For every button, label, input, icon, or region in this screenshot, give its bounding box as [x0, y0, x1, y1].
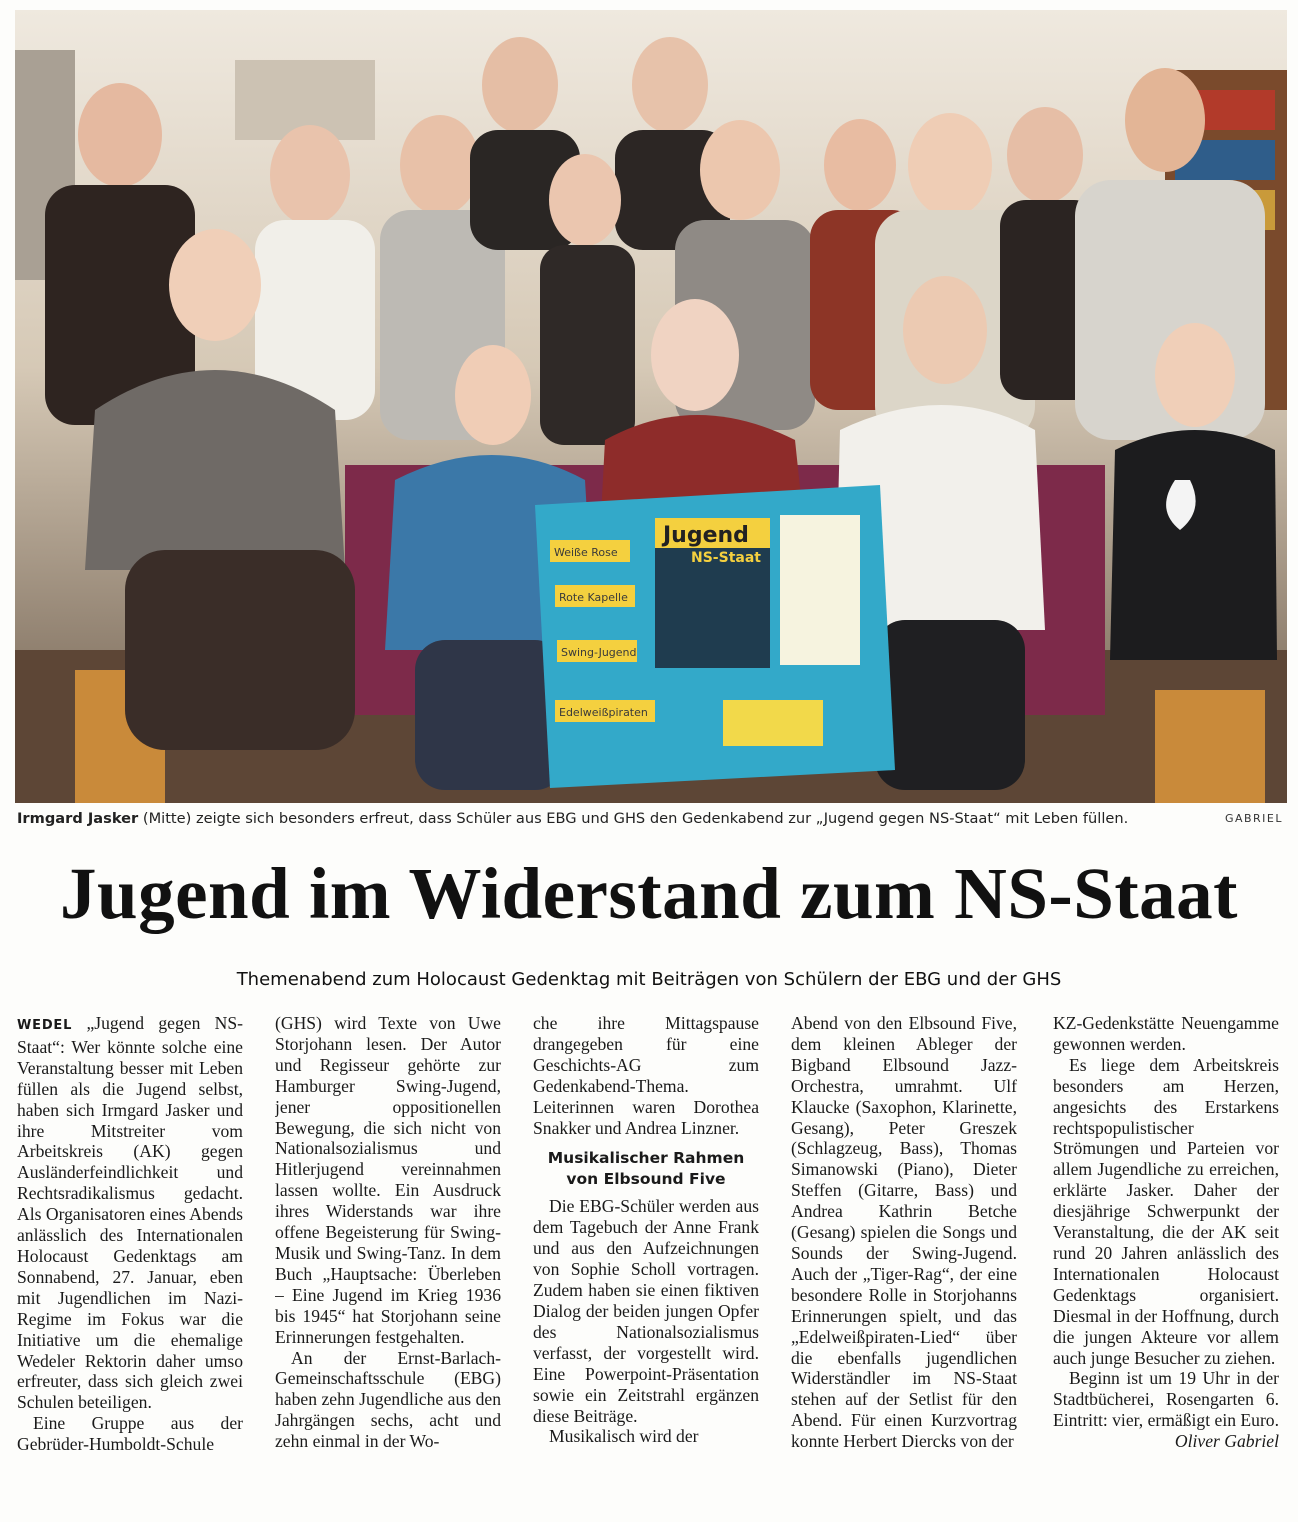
caption-text: (Mitte) zeigte sich besonders erfreut, dass Schüler aus EBG und GHS den Gedenkabend zur „Jugend gegen NS-Staat“ mit Leben füllen.	[138, 810, 1129, 827]
article-column-4	[791, 1013, 1017, 1515]
article-paragraph: Die EBG-Schüler werden aus dem Tagebuch der Anne Frank und aus den Aufzeichnungen von Sophie Scholl vortragen. Zudem haben sie einen fiktiven Dialog der beiden jungen Opfer des Nationalsozialismus verfasst, der vorgestellt wird. Eine Powerpoint-Präsentation sowie ein Zeitstrahl ergänzen diese Beiträge.	[533, 1196, 759, 1426]
article-paragraph: Abend von den Elbsound Five, dem kleinen Ableger der Bigband Elbsound Jazz-Orchestra, umrahmt. Ulf Klaucke (Saxophon, Klarinette, Gesang), Peter Greszek (Schlagzeug, Bass), Thomas Simanowski (Piano), Dieter Steffen (Gitarre, Bass) und Andrea Kathrin Betche (Gesang) spielen die Songs und Sounds der Swing-Jugend. Auch der „Tiger-Rag“, der eine besondere Rolle in Storjohanns Erinnerungen spielt, und das „Edelweißpiraten-Lied“ über die ebenfalls jugendlichen Widerständler im NS-Staat stehen auf der Setlist für den Abend. Für einen Kurzvortrag konnte Herbert Diercks von der	[791, 1013, 1017, 1452]
headline: Jugend im Widerstand zum NS-Staat	[60, 853, 1238, 934]
photo-caption	[17, 806, 1287, 832]
section-heading: Musikalischer Rahmen von Elbsound Five	[547, 1149, 745, 1189]
group-photo-illustration	[15, 10, 1287, 803]
article-paragraph: KZ-Gedenkstätte Neuengamme gewonnen werden.	[1053, 1013, 1279, 1054]
article-column-2	[275, 1013, 501, 1515]
poster-title: Jugend	[663, 523, 749, 548]
poster-label-2: Rote Kapelle	[559, 591, 628, 604]
article-paragraph: Beginn ist um 19 Uhr in der Stadtbücherei, Rosengarten 6. Eintritt: vier, ermäßigt ein Euro.	[1053, 1368, 1279, 1431]
article-paragraph: (GHS) wird Texte von Uwe Storjohann lesen. Der Autor und Regisseur gehörte zur Hamburger Swing-Jugend, jener oppositionellen Bewegung, die sich nicht von Nationalsozialismus und Hitlerjugend vereinnahmen lassen wollte. Ein Ausdruck ihres Widerstands war ihre offene Begeisterung für Swing-Musik und Swing-Tanz. In dem Buch „Hauptsache: Überleben – Eine Jugend im Krieg 1936 bis 1945“ hat Storjohann seine Erinnerungen festgehalten.	[275, 1013, 501, 1347]
poster-label-4: Edelweißpiraten	[559, 706, 648, 719]
article-paragraph: Eine Gruppe aus der Gebrüder-Humboldt-Schule	[17, 1413, 243, 1455]
article-column-5	[1053, 1013, 1279, 1515]
poster	[535, 485, 895, 788]
dateline: WEDEL	[17, 1018, 73, 1033]
paragraph-text: „Jugend gegen NS-Staat“: Wer könnte solche eine Veranstaltung besser mit Leben füllen als die Jugend selbst, haben sich Irmgard Jasker und ihre Mitstreiter vom Arbeitskreis (AK) gegen Ausländerfeindlichkeit und Rechtsradikalismus gedacht. Als Organisatoren eines Abends anlässlich des Internationalen Holocaust Gedenktags am Sonnabend, 27. Januar, eben mit Jugendlichen im Nazi-Regime im Fokus war die Initiative um die ehemalige Wedeler Rektorin daher umso erfreuter, dass sich gleich zwei Schulen beteiligen.	[17, 1013, 243, 1413]
subheadline: Themenabend zum Holocaust Gedenktag mit Beiträgen von Schülern der EBG und der GHS	[236, 969, 1062, 990]
poster-label-3: Swing-Jugend	[561, 646, 637, 659]
article-paragraph: Musikalisch wird der	[549, 1426, 699, 1447]
article-paragraph	[17, 1013, 243, 1413]
article-paragraph: che ihre Mittagspause drangegeben für eine Geschichts-AG zum Gedenkabend-Thema. Leiterinnen waren Dorothea Snakker und Andrea Linzner.	[533, 1013, 759, 1138]
article-paragraph: An der Ernst-Barlach-Gemeinschaftsschule (EBG) haben zehn Jugendliche aus den Jahrgängen sechs, acht und zehn einmal in der Wo-	[275, 1347, 501, 1452]
photo-credit: GABRIEL	[1224, 812, 1283, 825]
poster-label-1: Weiße Rose	[554, 546, 618, 559]
article-column-3	[533, 1013, 759, 1515]
caption-name: Irmgard Jasker	[17, 810, 139, 827]
author-name: Oliver Gabriel	[1174, 1431, 1279, 1452]
article-column-1	[17, 1013, 243, 1515]
group-photo	[15, 10, 1287, 803]
poster-subtitle: NS-Staat	[691, 550, 761, 566]
article-paragraph: Es liege dem Arbeitskreis besonders am Herzen, angesichts des Erstarkens rechtspopulistischer Strömungen und Parteien vor allem Jugendliche zu erreichen, erklärte Jasker. Daher der diesjährige Schwerpunkt der Veranstaltung, die der AK seit rund 20 Jahren anlässlich des Internationalen Holocaust Gedenktags organisiert. Diesmal in der Hoffnung, durch die jungen Akteure vor allem auch junge Besucher zu ziehen.	[1053, 1054, 1279, 1368]
author-signature	[1053, 1431, 1279, 1452]
